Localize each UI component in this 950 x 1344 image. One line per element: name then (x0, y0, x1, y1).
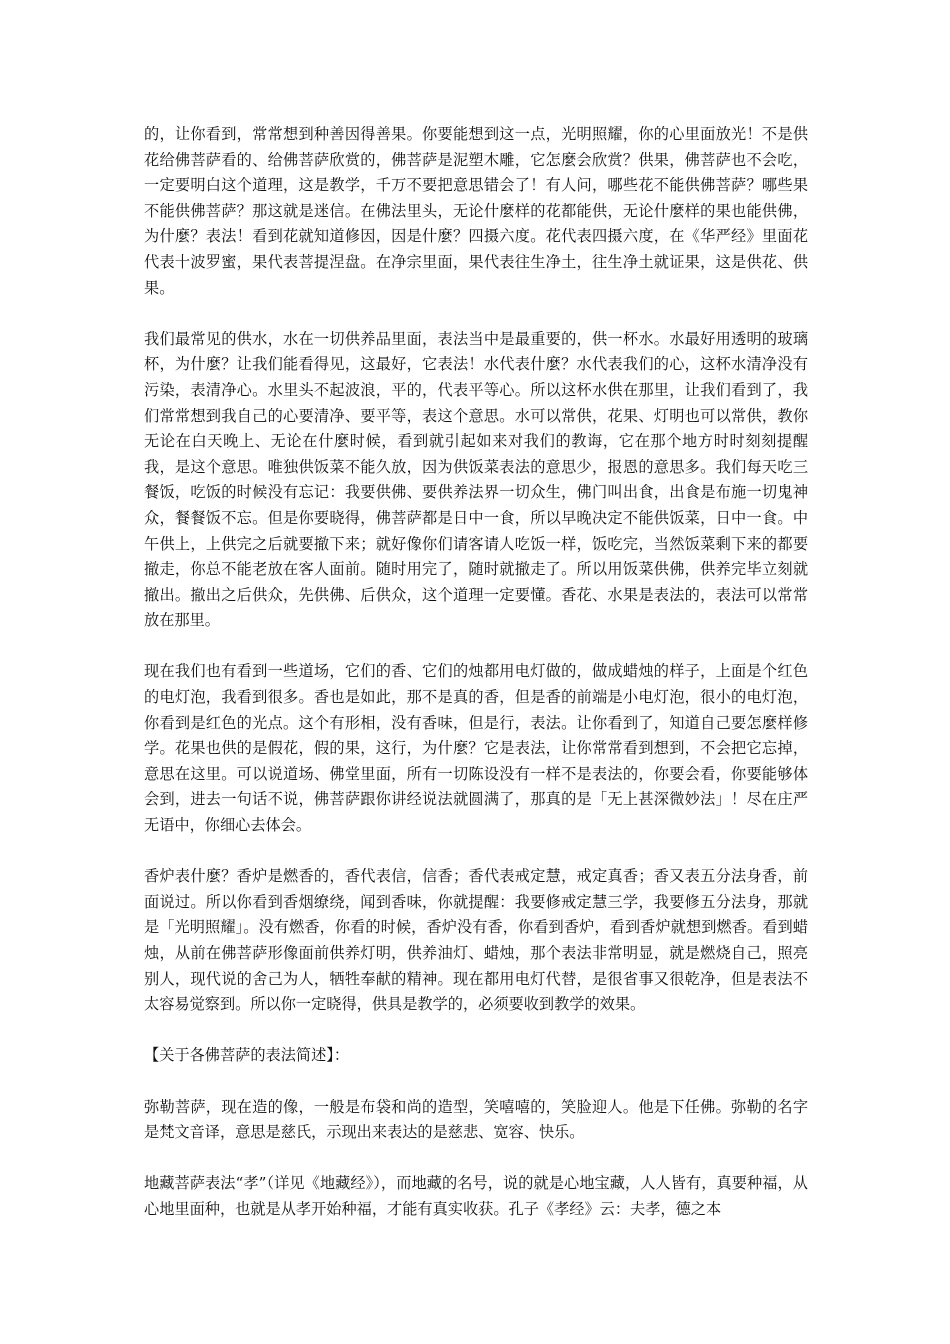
paragraph-ksitigarbha: 地藏菩萨表法“孝”（详见《地藏经》），而地藏的名号，说的就是心地宝藏，人人皆有，真要种福，从心地里面种，也就是从孝开始种福，才能有真实收获。孔子《孝经》云：夫孝，德之本 (144, 1174, 808, 1218)
paragraph-maitreya: 弥勒菩萨，现在造的像，一般是布袋和尚的造型，笑嘻嘻的，笑脸迎人。他是下任佛。弥勒的名字是梵文音译，意思是慈氏，示现出来表达的是慈悲、宽容、快乐。 (144, 1097, 808, 1142)
section-heading: 【关于各佛菩萨的表法简述】： (144, 1046, 350, 1065)
paragraph-offerings-water: 我们最常见的供水，水在一切供养品里面，表法当中是最重要的，供一杯水。水最好用透明的玻璃杯，为什麼？让我们能看得见，这最好，它表法！水代表什麼？水代表我们的心，这杯水清净没有污染，表清净心。水里头不起波浪，平的，代表平等心。所以这杯水供在那里，让我们看到了，我们常常想到我自己的心要清净、要平等，表这个意思。水可以常供，花果、灯明也可以常供，教你无论在白天晚上、无论在什麼时候，看到就引起如来对我们的教诲，它在那个地方时时刻刻提醒我，是这个意思。唯独供饭菜不能久放，因为供饭菜表法的意思少，报恩的意思多。我们每天吃三餐饭，吃饭的时候没有忘记：我要供佛、要供养法界一切众生，佛门叫出食，出食是布施一切鬼神众，餐餐饭不忘。但是你要晓得，佛菩萨都是日中一食，所以早晚决定不能供饭菜，日中一食。中午供上，上供完之后就要撤下来；就好像你们请客请人吃饭一样，饭吃完，当然饭菜剩下来的都要撤走，你总不能老放在客人面前。随时用完了，随时就撤走了。所以用饭菜供佛，供养完毕立刻就撤出。撤出之后供众，先供佛、后供众，这个道理一定要懂。香花、水果是表法的，表法可以常常放在那里。 (144, 329, 808, 630)
document-page (144, 122, 808, 1248)
paragraph-offerings-flowers-fruit: 的，让你看到，常常想到种善因得善果。你要能想到这一点，光明照耀，你的心里面放光！不是供花给佛菩萨看的、给佛菩萨欣赏的，佛菩萨是泥塑木雕，它怎麼会欣赏？供果，佛菩萨也不会吃，一定要明白这个道理，这是教学，千万不要把意思错会了！有人问，哪些花不能供佛菩萨？哪些果不能供佛菩萨？那这就是迷信。在佛法里头，无论什麼样的花都能供，无论什麼样的果也能供佛，为什麼？表法！看到花就知道修因，因是什麼？四摄六度。花代表四摄六度，在《华严经》里面花代表十波罗蜜，果代表菩提涅盘。在净宗里面，果代表往生净土，往生净土就证果，这是供花、供果。 (144, 125, 808, 297)
paragraph-electric-candles: 现在我们也有看到一些道场，它们的香、它们的烛都用电灯做的，做成蜡烛的样子，上面是个红色的电灯泡，我看到很多。香也是如此，那不是真的香，但是香的前端是小电灯泡，很小的电灯泡，你看到是红色的光点。这个有形相，没有香味，但是行，表法。让你看到了，知道自己要怎麼样修学。花果也供的是假花，假的果，这行，为什麼？它是表法，让你常常看到想到，不会把它忘掉，意思在这里。可以说道场、佛堂里面，所有一切陈设没有一样不是表法的，你要会看，你要能够体会到，进去一句话不说，佛菩萨跟你讲经说法就圆满了，那真的是「无上甚深微妙法」！尽在庄严无语中，你细心去体会。 (144, 662, 808, 835)
paragraph-incense-burner: 香炉表什麼？香炉是燃香的，香代表信，信香；香代表戒定慧，戒定真香；香又表五分法身香，前面说过。所以你看到香烟缭绕，闻到香味，你就提醒：我要修戒定慧三学，我要修五分法身，那就是「光明照耀」。没有燃香，你看的时候，香炉没有香，你看到香炉，看到香炉就想到燃香。看到蜡烛，从前在佛菩萨形像面前供养灯明，供养油灯、蜡烛，那个表法非常明显，就是燃烧自己，照亮别人，现代说的舍己为人，牺牲奉献的精神。现在都用电灯代替，是很省事又很乾净，但是表法不太容易觉察到。所以你一定晓得，供具是教学的，必须要收到教学的效果。 (144, 867, 808, 1014)
